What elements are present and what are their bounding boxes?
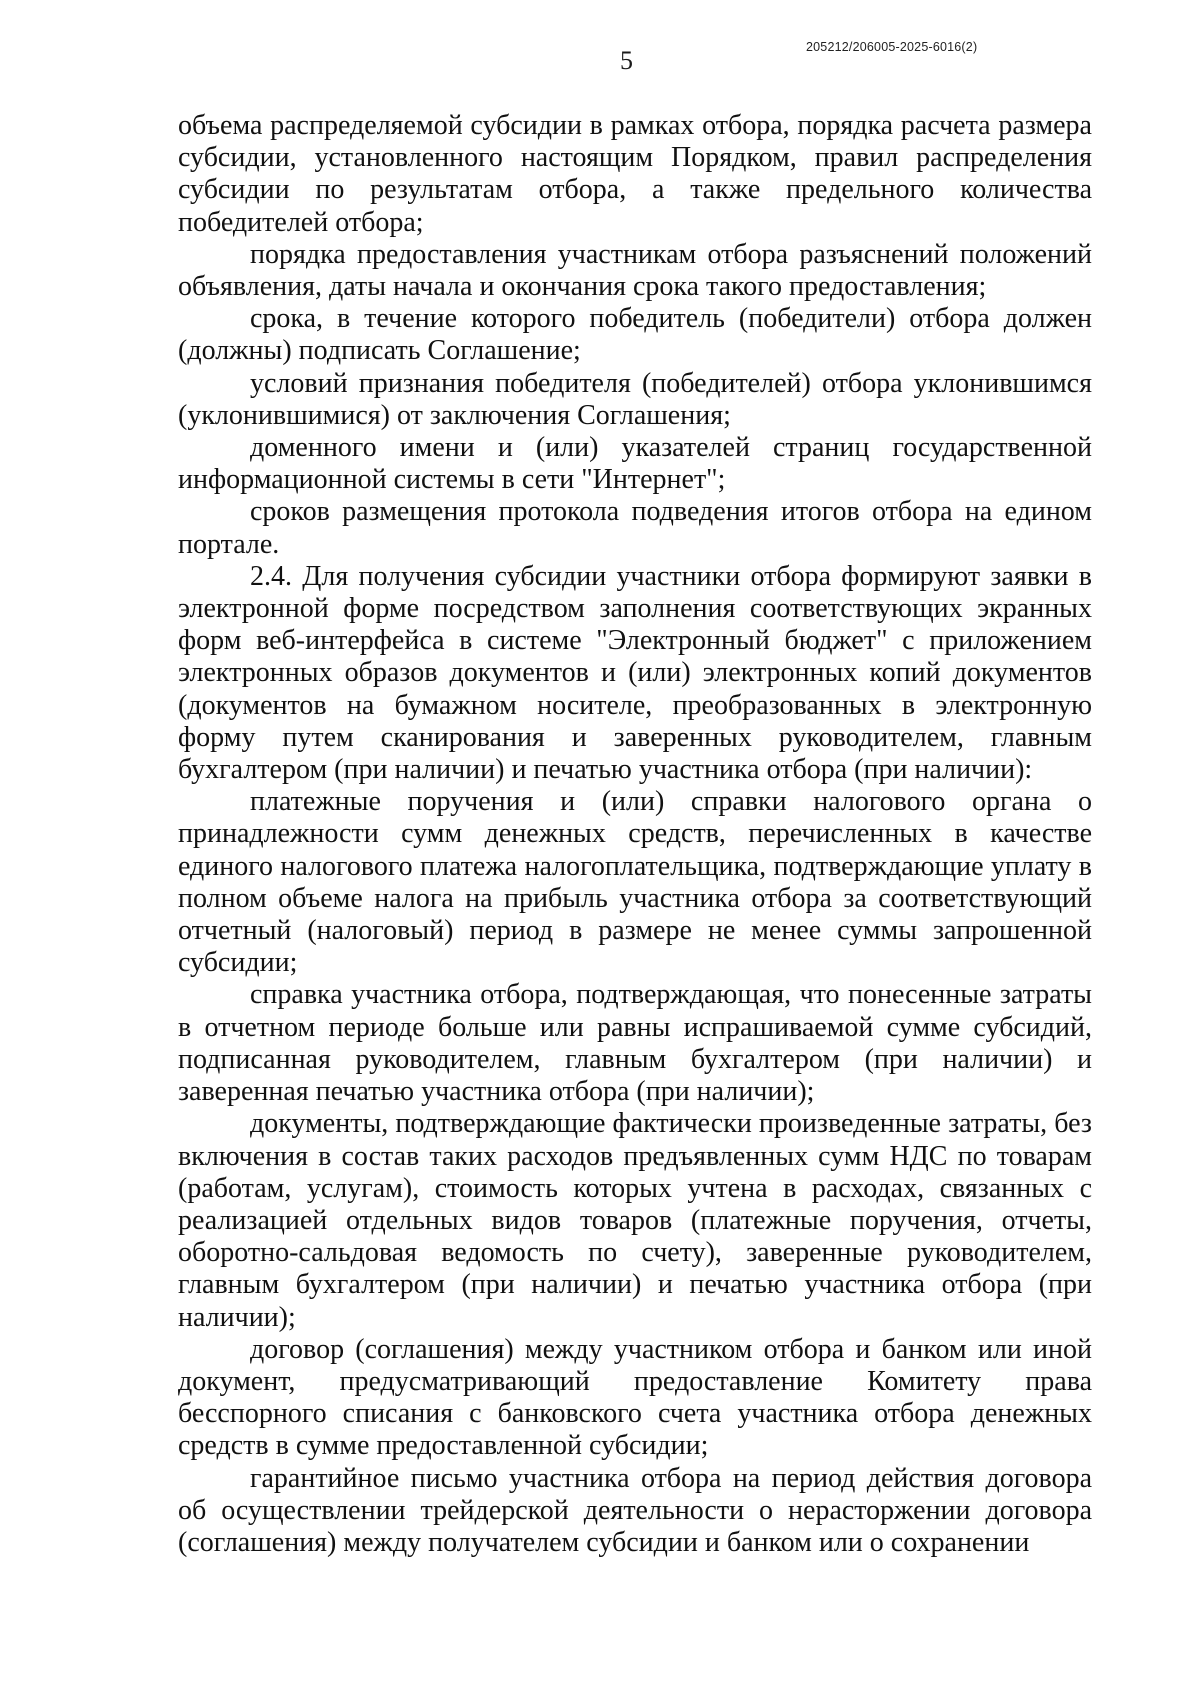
paragraph: условий признания победителя (победителей) отбора уклонившимся (уклонившимися) от заключения Соглашения; — [178, 367, 1092, 431]
section-paragraph-2-4: 2.4. Для получения субсидии участники отбора формируют заявки в электронной форме посредством заполнения соответствующих экранных форм веб-интерфейса в системе "Электронный бюджет" с приложением электронных образов документов и (или) электронных копий документов (документов на бумажном носителе, преобразованных в электронную форму путем сканирования и заверенных руководителем, главным бухгалтером (при наличии) и печатью участника отбора (при наличии): — [178, 560, 1092, 786]
list-item: документы, подтверждающие фактически произведенные затраты, без включения в состав таких расходов предъявленных сумм НДС по товарам (работам, услугам), стоимость которых учтена в расходах, связанных с реализацией отдельных видов товаров (платежные поручения, отчеты, оборотно-сальдовая ведомость по счету), заверенные руководителем, главным бухгалтером (при наличии) и печатью участника отбора (при наличии); — [178, 1108, 1092, 1333]
list-item: договор (соглашения) между участником отбора и банком или иной документ, предусматривающий предоставление Комитету права бесспорного списания с банковского счета участника отбора денежных средств в сумме предоставленной субсидии; — [178, 1333, 1092, 1462]
paragraph: порядка предоставления участникам отбора разъяснений положений объявления, даты начала и окончания срока такого предоставления; — [178, 238, 1092, 303]
document-code: 205212/206005-2025-6016(2) — [806, 40, 978, 54]
document-body — [178, 110, 1092, 1559]
paragraph: сроков размещения протокола подведения итогов отбора на едином портале. — [178, 496, 1092, 560]
list-item: платежные поручения и (или) справки налогового органа о принадлежности сумм денежных средств, перечисленных в качестве единого налогового платежа налогоплательщика, подтверждающие уплату в полном объеме налога на прибыль участника отбора за соответствующий отчетный (налоговый) период в размере не менее суммы запрошенной субсидии; — [178, 786, 1092, 979]
paragraph: срока, в течение которого победитель (победители) отбора должен (должны) подписать Соглашение; — [178, 303, 1092, 367]
paragraph: доменного имени и (или) указателей страниц государственной информационной системы в сети "Интернет"; — [178, 432, 1092, 496]
paragraph: объема распределяемой субсидии в рамках отбора, порядка расчета размера субсидии, установленного настоящим Порядком, правил распределения субсидии по результатам отбора, а также предельного количества победителей отбора; — [178, 110, 1092, 238]
page-number: 5 — [620, 46, 633, 75]
list-item: справка участника отбора, подтверждающая, что понесенные затраты в отчетном периоде больше или равны испрашиваемой сумме субсидий, подписанная руководителем, главным бухгалтером (при наличии) и заверенная печатью участника отбора (при наличии); — [178, 979, 1092, 1108]
list-item: гарантийное письмо участника отбора на период действия договора об осуществлении трейдерской деятельности о нерасторжении договора (соглашения) между получателем субсидии и банком или о сохранении — [178, 1462, 1092, 1558]
